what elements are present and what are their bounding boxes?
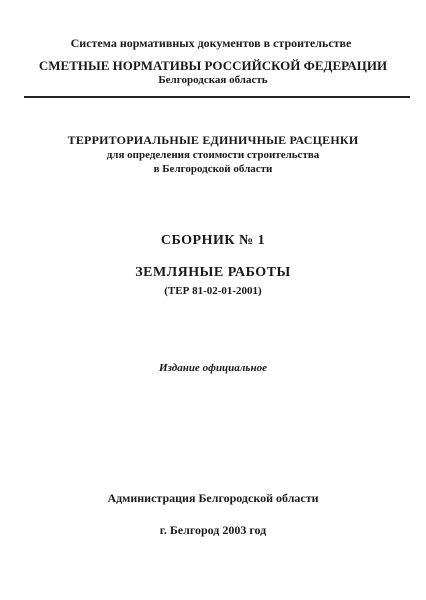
place-year: г. Белгород 2003 год — [159, 523, 267, 537]
edition-label: Издание официальное — [159, 362, 267, 374]
header-divider — [24, 96, 410, 98]
collection-number: СБОРНИК № 1 — [160, 233, 266, 248]
norms-line: СМЕТНЫЕ НОРМАТИВЫ РОССИЙСКОЙ ФЕДЕРАЦИИ — [38, 58, 388, 73]
publisher: Администрация Белгородской области — [107, 491, 319, 505]
collection-name: ЗЕМЛЯНЫЕ РАБОТЫ — [135, 265, 291, 280]
collection-code: (ТЕР 81-02-01-2001) — [164, 285, 262, 297]
system-line: Система нормативных документов в строительстве — [70, 36, 352, 50]
document-title: ТЕРРИТОРИАЛЬНЫЕ ЕДИНИЧНЫЕ РАСЦЕНКИ — [67, 133, 359, 147]
document-subtitle-1: для определения стоимости строительства — [106, 149, 320, 161]
document-subtitle-2: в Белгородской области — [153, 163, 273, 175]
region-line: Белгородская область — [158, 74, 268, 86]
